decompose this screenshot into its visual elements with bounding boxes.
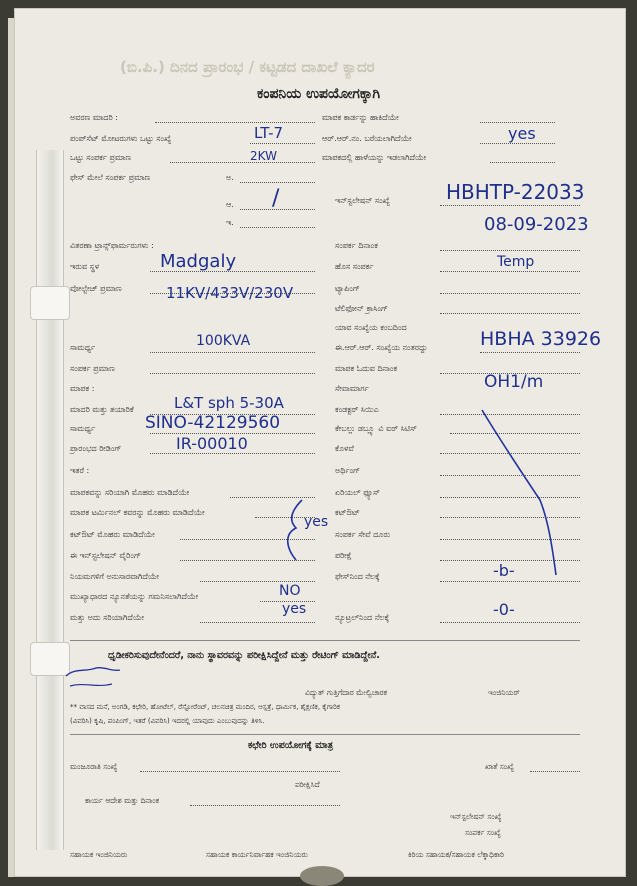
field-label: ಟ್ಯಾಪಿಂಗ್ <box>335 284 360 293</box>
handwritten-total-load: 2KW <box>250 149 277 163</box>
field-label: ಮುಖ್ಯಾಧಾರದ ನ್ಯೂನತೆಯನ್ನು ಗಮನಿಸಲಾಗಿದೆಯೇ <box>70 592 199 601</box>
handwritten-new-connection: Temp <box>497 254 535 270</box>
field-label: ಹೊಸ ಸಂಪರ್ಕ <box>335 262 374 271</box>
handwritten-proper: yes <box>282 601 307 617</box>
handwritten-initial-reading: IR-00010 <box>176 434 248 453</box>
handwritten-phase-earth: -b- <box>493 561 515 580</box>
bottom-stamp <box>300 866 344 886</box>
field-label: ಈ ಇನ್‌ಸ್ಟಲೇಷನ್ ವೈರಿಂಗ್ <box>70 551 141 560</box>
field-label: ಸೇವಾಮಾರ್ಗ <box>335 384 369 393</box>
field-label: ಫೇಸ್‌ನಿಂದ ನೆಲಕ್ಕೆ <box>335 572 380 581</box>
handwritten-installation-no: HBHTP-22033 <box>446 180 585 204</box>
field-label: ಮತ್ತು ಅದು ಸರಿಯಾಗಿದೆಯೇ <box>70 613 145 622</box>
office-field-label: ಇನ್‌ಸ್ಟಲೇಷನ್ ಸಂಖ್ಯೆ <box>450 812 502 821</box>
phase-label: ಆ. <box>226 200 234 209</box>
field-label: ಸಂಪರ್ಕ ಪ್ರಮಾಣ <box>70 364 115 373</box>
signature-label: ಸಹಾಯಕ ಕಾರ್ಯನಿರ್ವಾಹಕ ಇಂಜಿನಿಯರು <box>206 850 308 859</box>
office-field-label: ಪರೀಕ್ಷಿಸಿದೆ <box>295 780 320 789</box>
field-label: ಕೊಳವೆ <box>335 444 354 453</box>
handwritten-capacity: 100KVA <box>196 333 251 349</box>
handwritten-voltage: 11KV/433V/230V <box>166 284 294 302</box>
phase-label: ಅ. <box>226 173 234 182</box>
field-label: ಮಾಪಕ ಓದುವ ದಿನಾಂಕ <box>335 364 398 373</box>
field-label: ಮಾಪಕದಲ್ಲಿ ಹಾಳೆಯನ್ನು ಇಡಲಾಗಿದೆಯೇ <box>322 153 427 162</box>
field-label: ಕೇಬಲ್ಲು ಡಬ್ಲ್ಯೂ ವಿ ಐರ್ ಸಿಟಿಸ್ <box>335 424 417 433</box>
handwritten-phase: / <box>272 186 280 211</box>
handwritten-seals: yes <box>304 514 329 530</box>
handwritten-meter-card: yes <box>508 124 536 143</box>
field-label: ಅರ್ಥಿಂಗ್ <box>335 466 361 475</box>
field-label: ಸಾಮರ್ಥ್ಯ <box>70 343 96 352</box>
field-label: ನ್ಯೂಟ್ರಲ್‌ನಿಂದ ನೆಲಕ್ಕೆ <box>335 613 390 622</box>
field-label: ಫೇಸ್ ಮೇಲೆ ಸಂಪರ್ಕ ಪ್ರಮಾಣ <box>70 173 151 182</box>
field-label: ಕಂಡಕ್ಟರ್ ಸಿಯಿಎ <box>335 405 379 414</box>
field-label: ಮಾಪಕ : <box>70 384 95 393</box>
fill-line <box>530 771 580 772</box>
fill-line <box>140 771 340 772</box>
field-label: ಕಟ್‌ಔಟ್ ಮೊಹರು ಮಾಡಿದೆಯೇ <box>70 530 155 539</box>
bleed-through-text: (ಬಿ.ಪಿ.) ದಿನದ ಪ್ರಾರಂಭ / ಕಟ್ಟಡದ ದಾಖಲೆ ಕ್ಯಾದರ <box>120 58 375 76</box>
footnote-line-2: (ವಿವರಿಸಿ) ಕೃಷಿ, ಪಂಪಿಂಗ್, ಇತರೆ (ವಿವರಿಸಿ) ಇದರಲ್ಲಿ ಯಾವುದು ಎಂಬುವುದನ್ನು ತಿಳಿಸಿ. <box>70 717 265 725</box>
field-label: ಮಾಪಕ ಕಾರ್ಡನ್ನು ಹಾಕಿದೆಯೇ <box>322 113 399 122</box>
field-label: ಕಟ್‌ಔಟ್ <box>335 508 360 517</box>
field-label: ಪಂಪ್‌ಸೆಟ್ ಮೋಟರುಗಳು ಒಟ್ಟು ಸಂಖ್ಯೆ <box>70 134 172 143</box>
field-label: ಮಾಪಕ ಟರ್ಮಿನಲ್ ಕವರನ್ನು ಮೊಹರು ಮಾಡಿದೆಯೇ <box>70 508 205 517</box>
handwritten-make: L&T sph 5-30A <box>174 394 284 412</box>
field-label: ಈ.ಆರ್.ಆರ್. ಸಂಖ್ಯೆಯ ನಂತರದ್ದು <box>335 343 428 352</box>
field-label: ಆರ್.ಆರ್.ನಂ. ಬರೆಯಲಾಗಿದೆಯೇ <box>322 134 412 143</box>
divider <box>70 640 580 641</box>
handwritten-neutral-earth: -0- <box>493 600 515 619</box>
handwritten-meter-sl: SINO-42129560 <box>145 413 281 433</box>
page-title: ಕಂಪನಿಯ ಉಪಯೋಗಕ್ಕಾಗಿ <box>256 86 381 102</box>
field-label: ವೋಲ್ಟೇಜ್ ಪ್ರಮಾಣ <box>70 284 122 293</box>
signature-label: ಕಿರಿಯ ಸಹಾಯಕ/ಸಹಾಯಕ ಲೆಕ್ಕಾಧಿಕಾರಿ <box>408 850 504 859</box>
office-section-title: ಕಛೇರಿ ಉಪಯೋಗಕ್ಕೆ ಮಾತ್ರ <box>248 740 334 751</box>
field-label: ವಿತರಣಾ ಟ್ರಾನ್ಸ್‌ಫಾರ್ಮರುಗಳು : <box>70 241 154 250</box>
office-field-label: ಖಾತೆ ಸಂಖ್ಯೆ <box>485 762 514 771</box>
handwritten-motors: LT-7 <box>254 124 284 142</box>
office-field-label: ಸಂಪರ್ಕ ಸಂಖ್ಯೆ <box>465 828 501 837</box>
field-label: ಟೆಲಿಫೋನ್ ಕ್ರಾಸಿಂಗ್ <box>335 304 388 313</box>
field-label: ಮಾಪಕವನ್ನು ಸರಿಯಾಗಿ ಮೊಹರು ಮಾಡಿದೆಯೇ <box>70 488 190 497</box>
handwritten-service-line: OH1/m <box>484 372 544 392</box>
handwritten-wiring-faults: NO <box>279 583 301 599</box>
signature-label: ಸಹಾಯಕ ಇಂಜಿನಿಯರು <box>70 850 128 859</box>
field-label: ಇತರೆ : <box>70 466 90 475</box>
divider <box>70 734 580 735</box>
field-label: ಏರಿಯಲ್ ಫ್ಯೂಸ್ <box>335 488 380 497</box>
field-label: ಪರೀಕ್ಷೆ <box>335 551 352 560</box>
engineer-signature-label: ಇಂಜಿನಿಯರ್ <box>488 688 520 697</box>
field-label: ಸಾಮರ್ಥ್ಯ <box>70 424 96 433</box>
field-label: ಸಂಪರ್ಕ ಸೇವೆ ದೂರು <box>335 530 391 539</box>
handwritten-rr-after: HBHA 33926 <box>480 328 602 350</box>
declaration-text: ಧೃಡೀಕರಿಸುವುದೇನೆಂದರೆ, ನಾನು ಸ್ಥಾವರವನ್ನು ಪರೀಕ್ಷಿಸಿದ್ದೇನೆ ಮತ್ತು ರೇಟಿಂಗ್ ಮಾಡಿದ್ದೇನೆ. <box>108 650 380 661</box>
office-field-label: ಮಂಜೂರಾತಿ ಸಂಖ್ಯೆ <box>70 762 118 771</box>
fill-line <box>190 805 340 806</box>
phase-label: ಇ. <box>226 218 234 227</box>
field-label: ಸಂಪರ್ಕ ದಿನಾಂಕ <box>335 241 378 250</box>
field-label: ಅವರಣ ಮಾದರಿ : <box>70 113 118 122</box>
office-field-label: ಕಾರ್ಯ ಆದೇಶ ಮತ್ತು ದಿನಾಂಕ <box>85 796 159 805</box>
field-label: ಯಾವ ಸಂಖ್ಯೆಯ ಕಂಬದಿಂದ <box>335 323 407 332</box>
field-label: ಇರುವ ಸ್ಥಳ <box>70 262 100 271</box>
footnote-line-1: ** ವಾಸದ ಮನೆ, ಅಂಗಡಿ, ಕಛೇರಿ, ಹೋಟೆಲ್, ರೆಸ್ಟೋರೆಂಟ್, ಚಲನಚಿತ್ರ ಮಂದಿರ, ಆಸ್ಪತ್ರೆ, ಧಾರ್ಮಿಕ, ಶೈಕ್ಷಣಿಕ, ಕೈಗಾರಿಕ <box>70 703 340 711</box>
field-label: ಮಾದರಿ ಮತ್ತು ತಯಾರಿಕೆ <box>70 405 134 414</box>
field-label: ಪ್ರಾರಂಭದ ರೀಡಿಂಗ್ <box>70 444 122 453</box>
handwritten-location: Madgaly <box>160 251 237 272</box>
contractor-signature-label: ವಿದ್ಯುತ್ ಗುತ್ತಿಗೆದಾರ ಮೇಲ್ವಿಚಾರಕ <box>305 688 387 697</box>
field-label: ಒಟ್ಟು ಸಂಪರ್ಕ ಪ್ರಮಾಣ <box>70 153 132 162</box>
field-label: ಇನ್‌ಸ್ಟಲೇಷನ್ ಸಂಖ್ಯೆ <box>335 196 390 205</box>
field-label: ನಿಯಮಗಳಿಗೆ ಅನುಸಾರವಾಗಿದೆಯೇ <box>70 572 160 581</box>
handwritten-connection-date: 08-09-2023 <box>484 214 589 235</box>
